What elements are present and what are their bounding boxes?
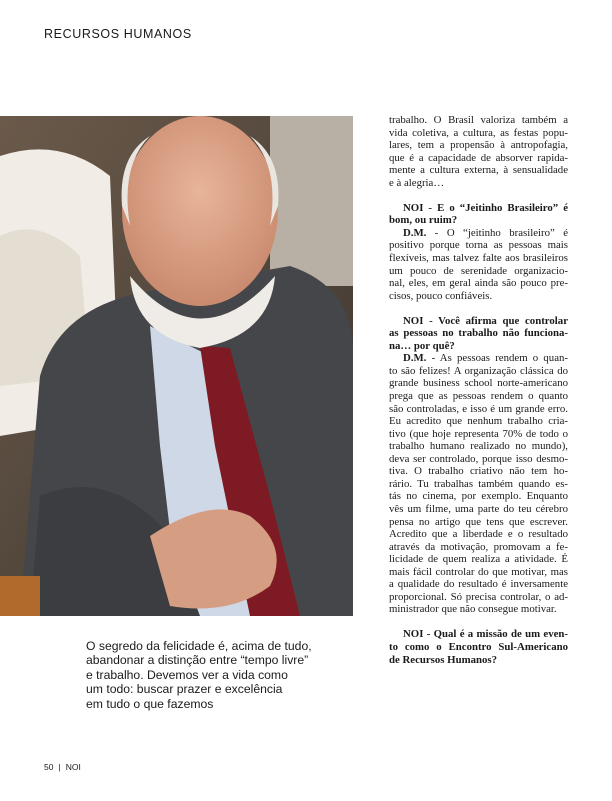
body-line: vida coletiva, a cultura, as festas popu- <box>389 126 568 139</box>
answer-line: proporcional. Só precisa controlar, o ad- <box>389 590 568 603</box>
body-line: e à alegria… <box>389 176 445 189</box>
pull-quote-line: e trabalho. Devemos ver a vida como <box>86 667 288 682</box>
answer-line: flexíveis, mas talvez falte aos brasileiros <box>389 252 568 265</box>
interview-question: de Recursos Humanos? <box>389 653 497 666</box>
answer-line: trabalho humano realizado no mundo), <box>389 440 568 453</box>
interview-question: na… por quê? <box>389 339 455 352</box>
speaker-label: D.M. <box>403 226 427 239</box>
answer-line: tiva. O trabalho criativo não tem ho- <box>389 465 568 478</box>
answer-line: tás no cinema, por exemplo. Enquanto <box>389 490 568 503</box>
body-line: trabalho. O Brasil valoriza também a <box>389 114 568 126</box>
pull-quote-line: abandonar a distinção entre “tempo livre” <box>86 653 309 668</box>
page-number: 50 <box>44 762 54 772</box>
answer-line: pensa no artigo que tens que escrever. <box>389 515 568 528</box>
answer-line: ministrador que não consegue motivar. <box>389 603 557 616</box>
answer-line: Eu acredito que nenhum trabalho cria- <box>389 415 568 428</box>
interview-question: NOI - Você afirma que controlar <box>403 314 568 327</box>
answer-line: vês um filme, uma parte do teu cérebro <box>389 502 568 515</box>
interview-question: NOI - E o “Jeitinho Brasileiro” é <box>403 201 568 214</box>
answer-line: positivo porque torna as pessoas mais <box>389 239 568 252</box>
pull-quote-line: O segredo da felicidade é, acima de tudo, <box>86 639 312 653</box>
answer-line: nal, eles, em geral ainda são pouco pre- <box>389 277 568 290</box>
body-line: que é a capacidade de absorver rapida- <box>389 151 568 164</box>
speaker-label: D.M. <box>403 352 427 365</box>
answer-line: D.M. - O “jeitinho brasileiro” é <box>403 226 568 239</box>
answer-line: grande business school norte-americano <box>389 377 568 390</box>
body-line: lares, tem a propensão à antropofagia, <box>389 139 568 152</box>
answer-line: cisos, pouco confiáveis. <box>389 289 493 302</box>
interview-question: NOI - Qual é a missão de um even- <box>403 628 568 641</box>
body-line: mente a cultura externa, à sensualidade <box>389 164 568 177</box>
answer-line: tivo (que hoje representa 70% de todo o <box>389 427 568 440</box>
pull-quote-line: um todo: buscar prazer e excelência <box>86 682 283 697</box>
interview-question: bom, ou ruim? <box>389 214 458 227</box>
answer-line: prega que as pessoas rendem o quanto <box>389 390 568 403</box>
portrait-photo <box>0 116 353 616</box>
interview-question: to como o Encontro Sul-Americano <box>389 640 568 653</box>
answer-line: através da motivação, promovam a fe- <box>389 540 568 553</box>
answer-line: são controladas, e isso é um grande erro. <box>389 402 568 415</box>
answer-line: to são felizes! A organização clássica do <box>389 364 568 377</box>
answer-line: deva ser controlado, porque isso desmo- <box>389 452 568 465</box>
footer-separator: | <box>58 762 61 772</box>
magazine-name: NOI <box>65 762 81 772</box>
article-column <box>389 114 568 666</box>
interview-question: as pessoas no trabalho não funciona- <box>389 327 568 340</box>
pull-quote <box>86 639 351 711</box>
answer-line: a qualidade do resultado é inversamente <box>389 578 568 591</box>
answer-line: mais fácil controlar do que motivar, mas <box>389 565 568 578</box>
page-footer <box>44 762 81 772</box>
answer-line: D.M. - As pessoas rendem o quan- <box>403 352 568 365</box>
section-header: RECURSOS HUMANOS <box>44 27 192 41</box>
answer-line: um pouco de serenidade organizacio- <box>389 264 568 277</box>
pull-quote-line: em tudo o que fazemos <box>86 696 214 711</box>
answer-line: Acredito que a liberdade e o resultado <box>389 528 568 541</box>
answer-line: rário. Tu trabalhas também quando es- <box>389 477 568 490</box>
answer-line: licidade de quem realiza a atividade. É <box>389 553 568 566</box>
